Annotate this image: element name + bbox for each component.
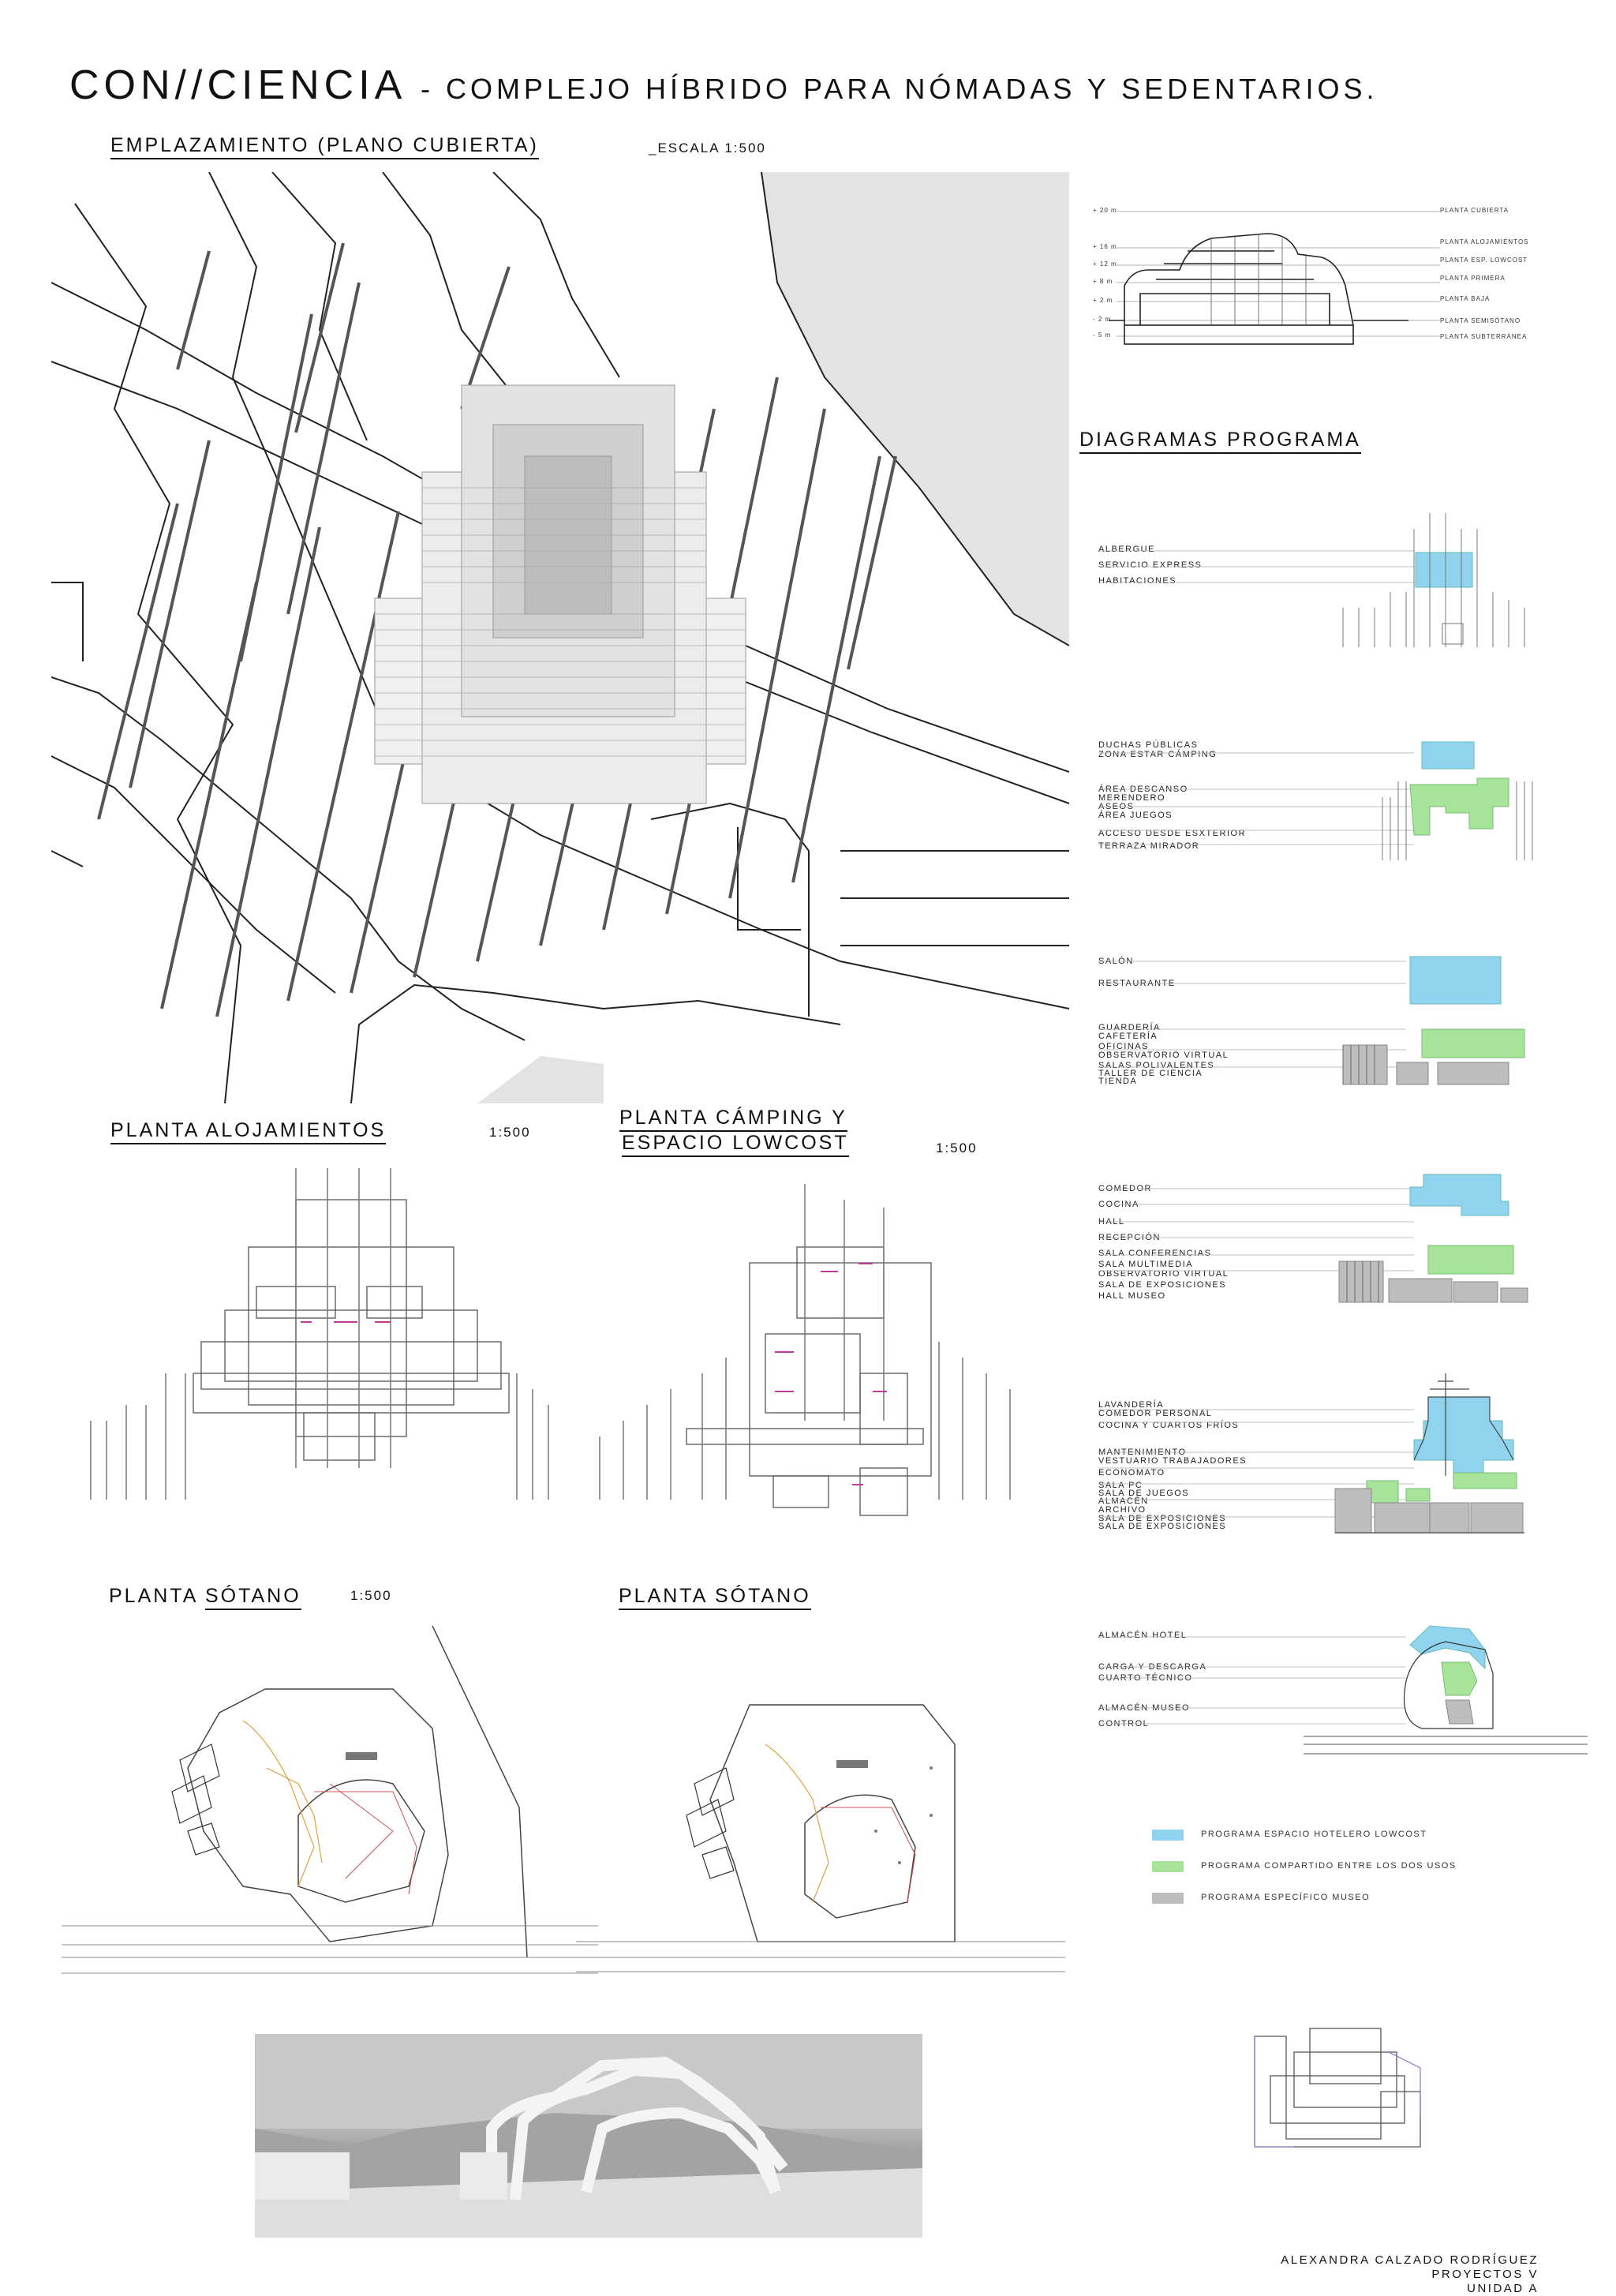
program-label: SALAS POLIVALENTES	[1098, 1061, 1215, 1070]
program-label: OBSERVATORIO VIRTUAL	[1098, 1051, 1229, 1060]
program-label: ÁREA DESCANSO	[1098, 785, 1188, 794]
program-label: CAFETERÍA	[1098, 1032, 1158, 1041]
program-label: TALLER DE CIENCIA	[1098, 1069, 1203, 1078]
plan-sotano-1-label-a: PLANTA	[109, 1585, 205, 1607]
plan-alojamientos-heading	[110, 1119, 386, 1142]
plan-camping-drawing	[592, 1184, 1034, 1523]
program-label: DUCHAS PÚBLICAS	[1098, 740, 1199, 750]
program-label: SALA DE EXPOSICIONES	[1098, 1522, 1227, 1531]
program-label: SERVICIO EXPRESS	[1098, 560, 1203, 570]
program-label: COMEDOR	[1098, 1184, 1152, 1193]
diagram-2-graphic	[1098, 734, 1540, 876]
author-block	[1281, 2253, 1539, 2296]
plan-camping-label-1: PLANTA CÁMPING Y	[619, 1107, 847, 1132]
diagram-6-graphic	[1098, 1618, 1588, 1768]
author-name: ALEXANDRA CALZADO RODRÍGUEZ	[1281, 2253, 1539, 2267]
level-label: + 20 m	[1093, 207, 1117, 214]
level-name: PLANTA PRIMERA	[1440, 275, 1506, 282]
model-photo	[255, 2034, 922, 2238]
program-label: ALBERGUE	[1098, 545, 1155, 554]
program-label: ÁREA JUEGOS	[1098, 811, 1173, 820]
site-plan-drawing	[51, 172, 1069, 1103]
level-label: - 2 m	[1093, 316, 1112, 323]
title-main: CON//CIENCIA	[69, 62, 405, 108]
author-unit: UNIDAD A	[1467, 2282, 1539, 2295]
program-label: SALA MULTIMEDIA	[1098, 1260, 1194, 1269]
level-name: PLANTA ESP. LOWCOST	[1440, 257, 1528, 264]
plan-camping-heading-2	[622, 1132, 849, 1155]
level-name: PLANTA CUBIERTA	[1440, 207, 1509, 214]
diagram-5-graphic	[1098, 1373, 1540, 1547]
program-label: COCINA	[1098, 1200, 1139, 1209]
program-label: GUARDERÍA	[1098, 1023, 1161, 1032]
program-label: COCINA Y CUARTOS FRÍOS	[1098, 1421, 1240, 1430]
level-label: - 5 m	[1093, 331, 1112, 339]
program-label: COMEDOR PERSONAL	[1098, 1409, 1213, 1418]
program-label: RESTAURANTE	[1098, 979, 1176, 988]
site-plan-heading	[110, 134, 539, 157]
legend-swatch-hotel	[1152, 1830, 1184, 1841]
section-drawing	[1093, 207, 1558, 357]
level-label: + 2 m	[1093, 297, 1113, 304]
program-label: CARGA Y DESCARGA	[1098, 1662, 1207, 1672]
plan-camping-label-2: ESPACIO LOWCOST	[622, 1132, 849, 1157]
diagrams-heading-text: DIAGRAMAS PROGRAMA	[1079, 429, 1361, 454]
plan-sotano-2-label: PLANTA SÓTANO	[619, 1585, 811, 1610]
program-label: SALA DE JUEGOS	[1098, 1489, 1190, 1498]
plan-alojamientos-label: PLANTA ALOJAMIENTOS	[110, 1119, 386, 1144]
program-label: ACCESO DESDE ESXTERIOR	[1098, 829, 1247, 838]
plan-sotano-1-drawing	[62, 1626, 598, 2005]
program-label: CUARTO TÉCNICO	[1098, 1673, 1193, 1683]
program-label: LAVANDERÍA	[1098, 1400, 1165, 1410]
legend-label-hotel: PROGRAMA ESPACIO HOTELERO LOWCOST	[1201, 1830, 1427, 1839]
program-label: TERRAZA MIRADOR	[1098, 841, 1200, 851]
diagram-1-graphic	[1098, 505, 1540, 663]
level-name: PLANTA SEMISÓTANO	[1440, 317, 1521, 324]
program-label: HABITACIONES	[1098, 576, 1177, 586]
plan-sotano-2-heading	[619, 1585, 811, 1608]
program-label: MANTENIMIENTO	[1098, 1448, 1187, 1457]
program-label: ARCHIVO	[1098, 1505, 1147, 1515]
plan-sotano-2-drawing	[576, 1626, 1065, 1989]
site-plan-scale: _ESCALA 1:500	[649, 140, 766, 155]
level-label: + 16 m	[1093, 243, 1117, 250]
program-label: HALL MUSEO	[1098, 1291, 1166, 1301]
diagrams-heading	[1079, 429, 1361, 451]
plan-camping-scale: 1:500	[936, 1141, 978, 1155]
legend-swatch-shared	[1152, 1861, 1184, 1872]
plan-sotano-1-label-b: SÓTANO	[205, 1585, 301, 1610]
program-label: CONTROL	[1098, 1719, 1150, 1729]
key-plan-drawing	[1223, 2005, 1444, 2163]
title-subtitle: - COMPLEJO HÍBRIDO PARA NÓMADAS Y SEDENTARIOS.	[420, 73, 1378, 105]
program-label: ALMACÉN MUSEO	[1098, 1703, 1191, 1713]
legend-label-shared: PROGRAMA COMPARTIDO ENTRE LOS DOS USOS	[1201, 1861, 1457, 1871]
level-name: PLANTA SUBTERRÁNEA	[1440, 333, 1528, 340]
program-label: HALL	[1098, 1217, 1125, 1227]
plan-camping-heading	[619, 1107, 847, 1129]
diagram-4-graphic	[1098, 1168, 1540, 1318]
program-label: SALÓN	[1098, 957, 1134, 966]
program-label: SALA PC	[1098, 1481, 1143, 1490]
plan-sotano-1-heading	[109, 1585, 301, 1608]
diagram-3-graphic	[1098, 947, 1540, 1097]
program-label: SALA DE EXPOSICIONES	[1098, 1514, 1227, 1523]
legend-swatch-museum	[1152, 1893, 1184, 1904]
plan-alojamientos-scale: 1:500	[489, 1125, 531, 1140]
author-course: PROYECTOS V	[1431, 2268, 1539, 2281]
level-name: PLANTA BAJA	[1440, 295, 1491, 302]
page-title	[69, 62, 1378, 109]
program-label: OBSERVATORIO VIRTUAL	[1098, 1269, 1229, 1279]
program-label: SALA DE EXPOSICIONES	[1098, 1280, 1227, 1290]
program-label: TIENDA	[1098, 1077, 1138, 1086]
program-label: ECONOMATO	[1098, 1468, 1165, 1478]
program-label: MERENDERO	[1098, 793, 1166, 803]
program-label: RECEPCIÓN	[1098, 1233, 1161, 1242]
level-label: + 12 m	[1093, 260, 1117, 268]
program-label: ALMACÉN	[1098, 1496, 1149, 1506]
program-label: ZONA ESTAR CÁMPING	[1098, 750, 1218, 759]
program-label: SALA CONFERENCIAS	[1098, 1249, 1212, 1258]
model-photo-graphic	[255, 2034, 922, 2238]
program-label: ASEOS	[1098, 802, 1135, 811]
level-label: + 8 m	[1093, 278, 1113, 285]
program-label: OFICINAS	[1098, 1042, 1149, 1051]
level-name: PLANTA ALOJAMIENTOS	[1440, 238, 1529, 245]
program-label: ALMACÉN HOTEL	[1098, 1631, 1188, 1640]
program-label: VESTUARIO TRABAJADORES	[1098, 1456, 1248, 1466]
plan-sotano-1-scale: 1:500	[350, 1588, 392, 1603]
site-plan-label: EMPLAZAMIENTO (PLANO CUBIERTA)	[110, 134, 539, 159]
legend-label-museum: PROGRAMA ESPECÍFICO MUSEO	[1201, 1893, 1371, 1902]
plan-alojamientos-drawing	[83, 1168, 556, 1523]
